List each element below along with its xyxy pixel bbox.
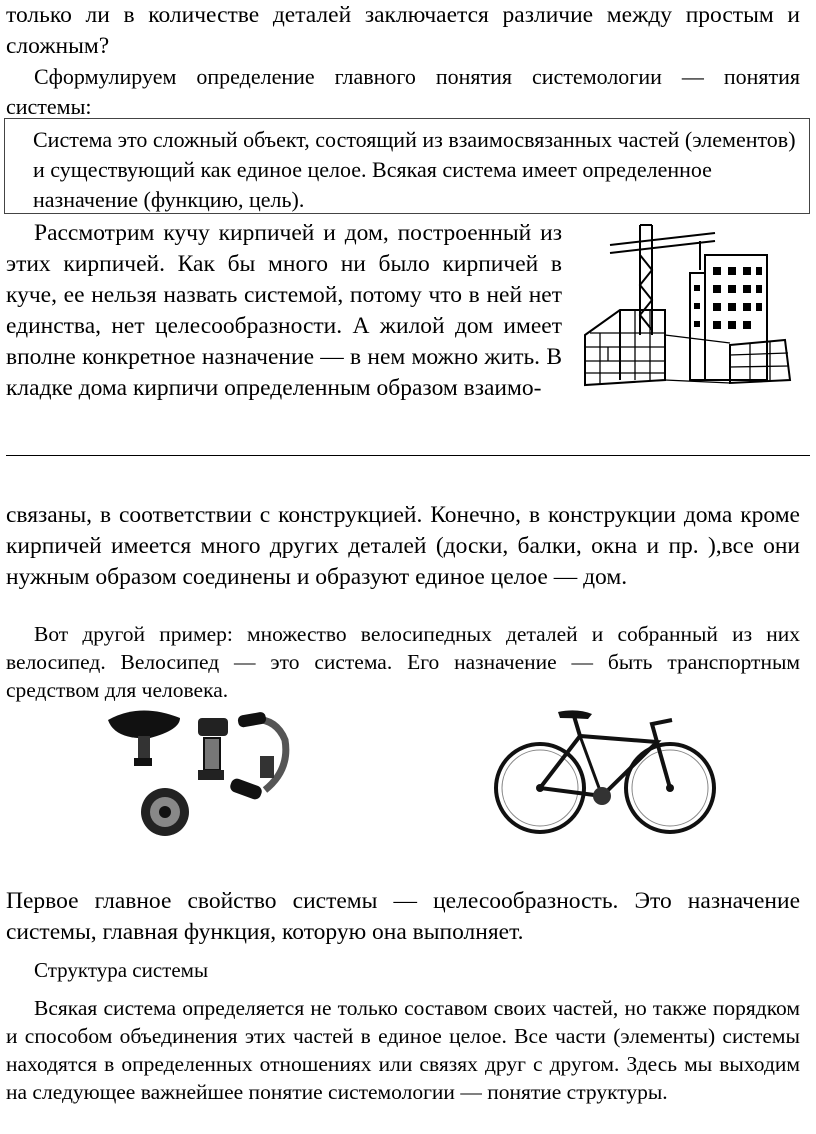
paragraph-intro: Сформулируем определение главного понятия системологии — понятия системы: <box>6 64 800 119</box>
bicycle-parts-illustration <box>100 700 310 840</box>
paragraph-structure: Всякая система определяется не только составом своих частей, но также порядком и способом объединения этих частей в единое целое. Все части (элементы) системы находятся в определенных отношениях или связях друг с другом. Здесь мы выходим на следующее важнейшее понятие системологии — понятие структуры. <box>6 996 800 1104</box>
paragraph-bike: Вот другой пример: множество велосипедных деталей и собранный из них велосипед. Велосипед — это система. Его назначение — быть транспортным средством для человека. <box>6 622 800 702</box>
paragraph-bricks: Рассмотрим кучу кирпичей и дом, построенный из этих кирпичей. Как бы много ни было кирпичей в куче, ее нельзя назвать системой, потому что в ней нет единства, нет целесообразности. А жилой дом имеет вполне конкретное назначение — в нем можно жить. В кладке дома кирпичи определенным образом взаимо- <box>6 220 562 401</box>
paragraph-top: только ли в количестве деталей заключается различие между простым и сложным? <box>6 2 800 59</box>
bicycle-illustration <box>492 706 722 842</box>
definition-text: Система это сложный объект, состоящий из взаимосвязанных частей (элементов) и существующий как единое целое. Всякая система имеет определенное назначение (функцию, цель). <box>33 127 796 212</box>
definition-box <box>4 118 810 214</box>
section-heading: Структура системы <box>34 958 209 982</box>
paragraph-connected: связаны, в соответствии с конструкцией. Конечно, в конструкции дома кроме кирпичей имеется много других деталей (доски, балки, окна и пр. ),все они нужным образом соединены и образуют единое целое — дом. <box>6 502 800 590</box>
paragraph-first-property: Первое главное свойство системы — целесообразность. Это назначение системы, главная функция, которую она выполняет. <box>6 888 800 945</box>
page-separator <box>6 455 810 456</box>
building-illustration <box>580 215 795 395</box>
